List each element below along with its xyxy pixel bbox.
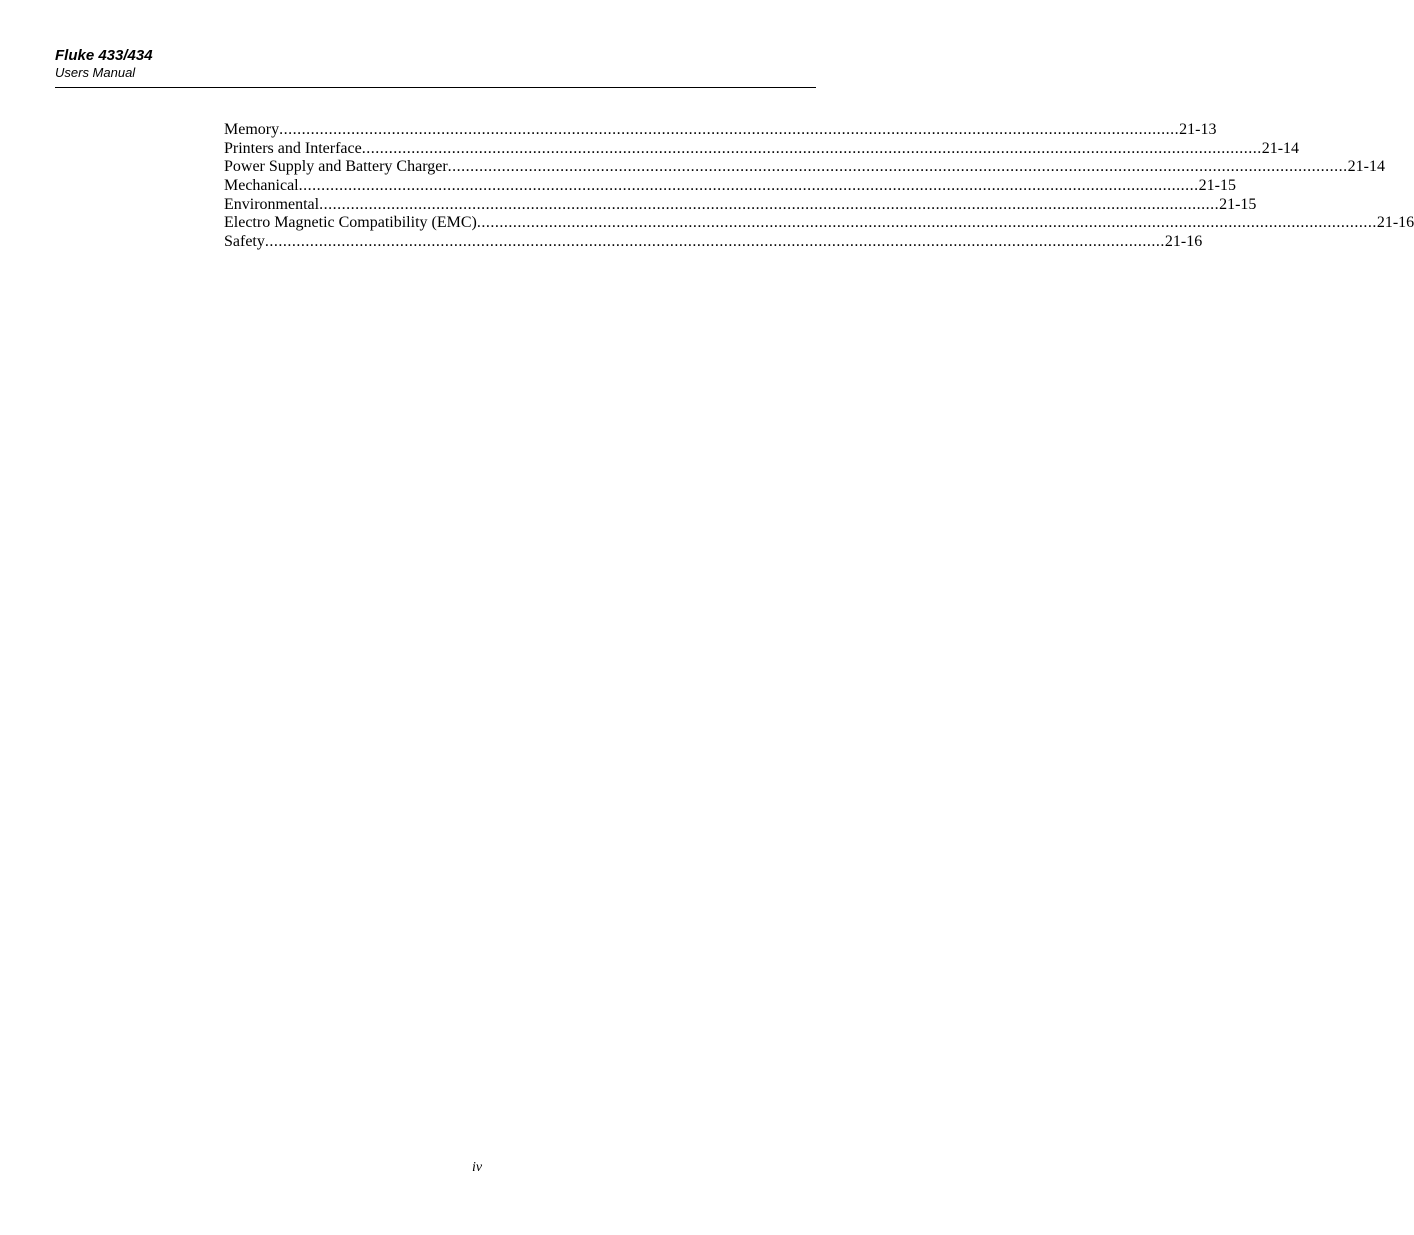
toc-entry-label: Power Supply and Battery Charger [224, 158, 448, 176]
header-divider [55, 87, 816, 88]
toc-entry-page: 21-16 [1376, 214, 1414, 232]
dot-leader: ........................................................................................................................................................................................................ [298, 177, 1199, 195]
dot-leader: ........................................................................................................................................................................................................ [264, 233, 1165, 251]
dot-leader: ........................................................................................................................................................................................................ [447, 158, 1348, 176]
page-header [55, 46, 816, 81]
table-of-contents [224, 121, 1414, 252]
toc-entry-label: Electro Magnetic Compatibility (EMC) [224, 214, 477, 232]
toc-entry-page: 21-14 [1347, 158, 1385, 176]
toc-entry-label: Environmental [224, 195, 320, 213]
dot-leader: ........................................................................................................................................................................................................ [319, 195, 1220, 213]
toc-entry-label: Safety [224, 233, 265, 251]
toc-entry-page: 21-15 [1219, 195, 1257, 213]
dot-leader: ........................................................................................................................................................................................................ [279, 121, 1180, 138]
dot-leader: ........................................................................................................................................................................................................ [361, 139, 1262, 157]
dot-leader: ........................................................................................................................................................................................................ [476, 214, 1377, 232]
toc-entry-mechanical[interactable] [224, 177, 1236, 196]
toc-entry-power-supply[interactable] [224, 158, 1385, 177]
toc-entry-label: Printers and Interface [224, 139, 362, 157]
toc-entry-safety[interactable] [224, 233, 1203, 252]
toc-entry-page: 21-16 [1164, 233, 1203, 251]
toc-entry-page: 21-14 [1261, 139, 1300, 157]
page-number: iv [471, 1160, 483, 1175]
toc-entry-page: 21-15 [1198, 177, 1236, 195]
toc-entry-label: Mechanical [224, 177, 299, 195]
toc-entry-memory[interactable] [224, 121, 1217, 140]
manual-subtitle: Users Manual [55, 65, 136, 80]
toc-entry-environmental[interactable] [224, 195, 1257, 215]
toc-entry-emc[interactable] [224, 214, 1414, 233]
toc-entry-printers-and-interface[interactable] [224, 139, 1300, 159]
toc-entry-label: Memory [224, 121, 280, 138]
toc-entry-page: 21-13 [1179, 121, 1217, 138]
manual-title: Fluke 433/434 [55, 47, 153, 64]
